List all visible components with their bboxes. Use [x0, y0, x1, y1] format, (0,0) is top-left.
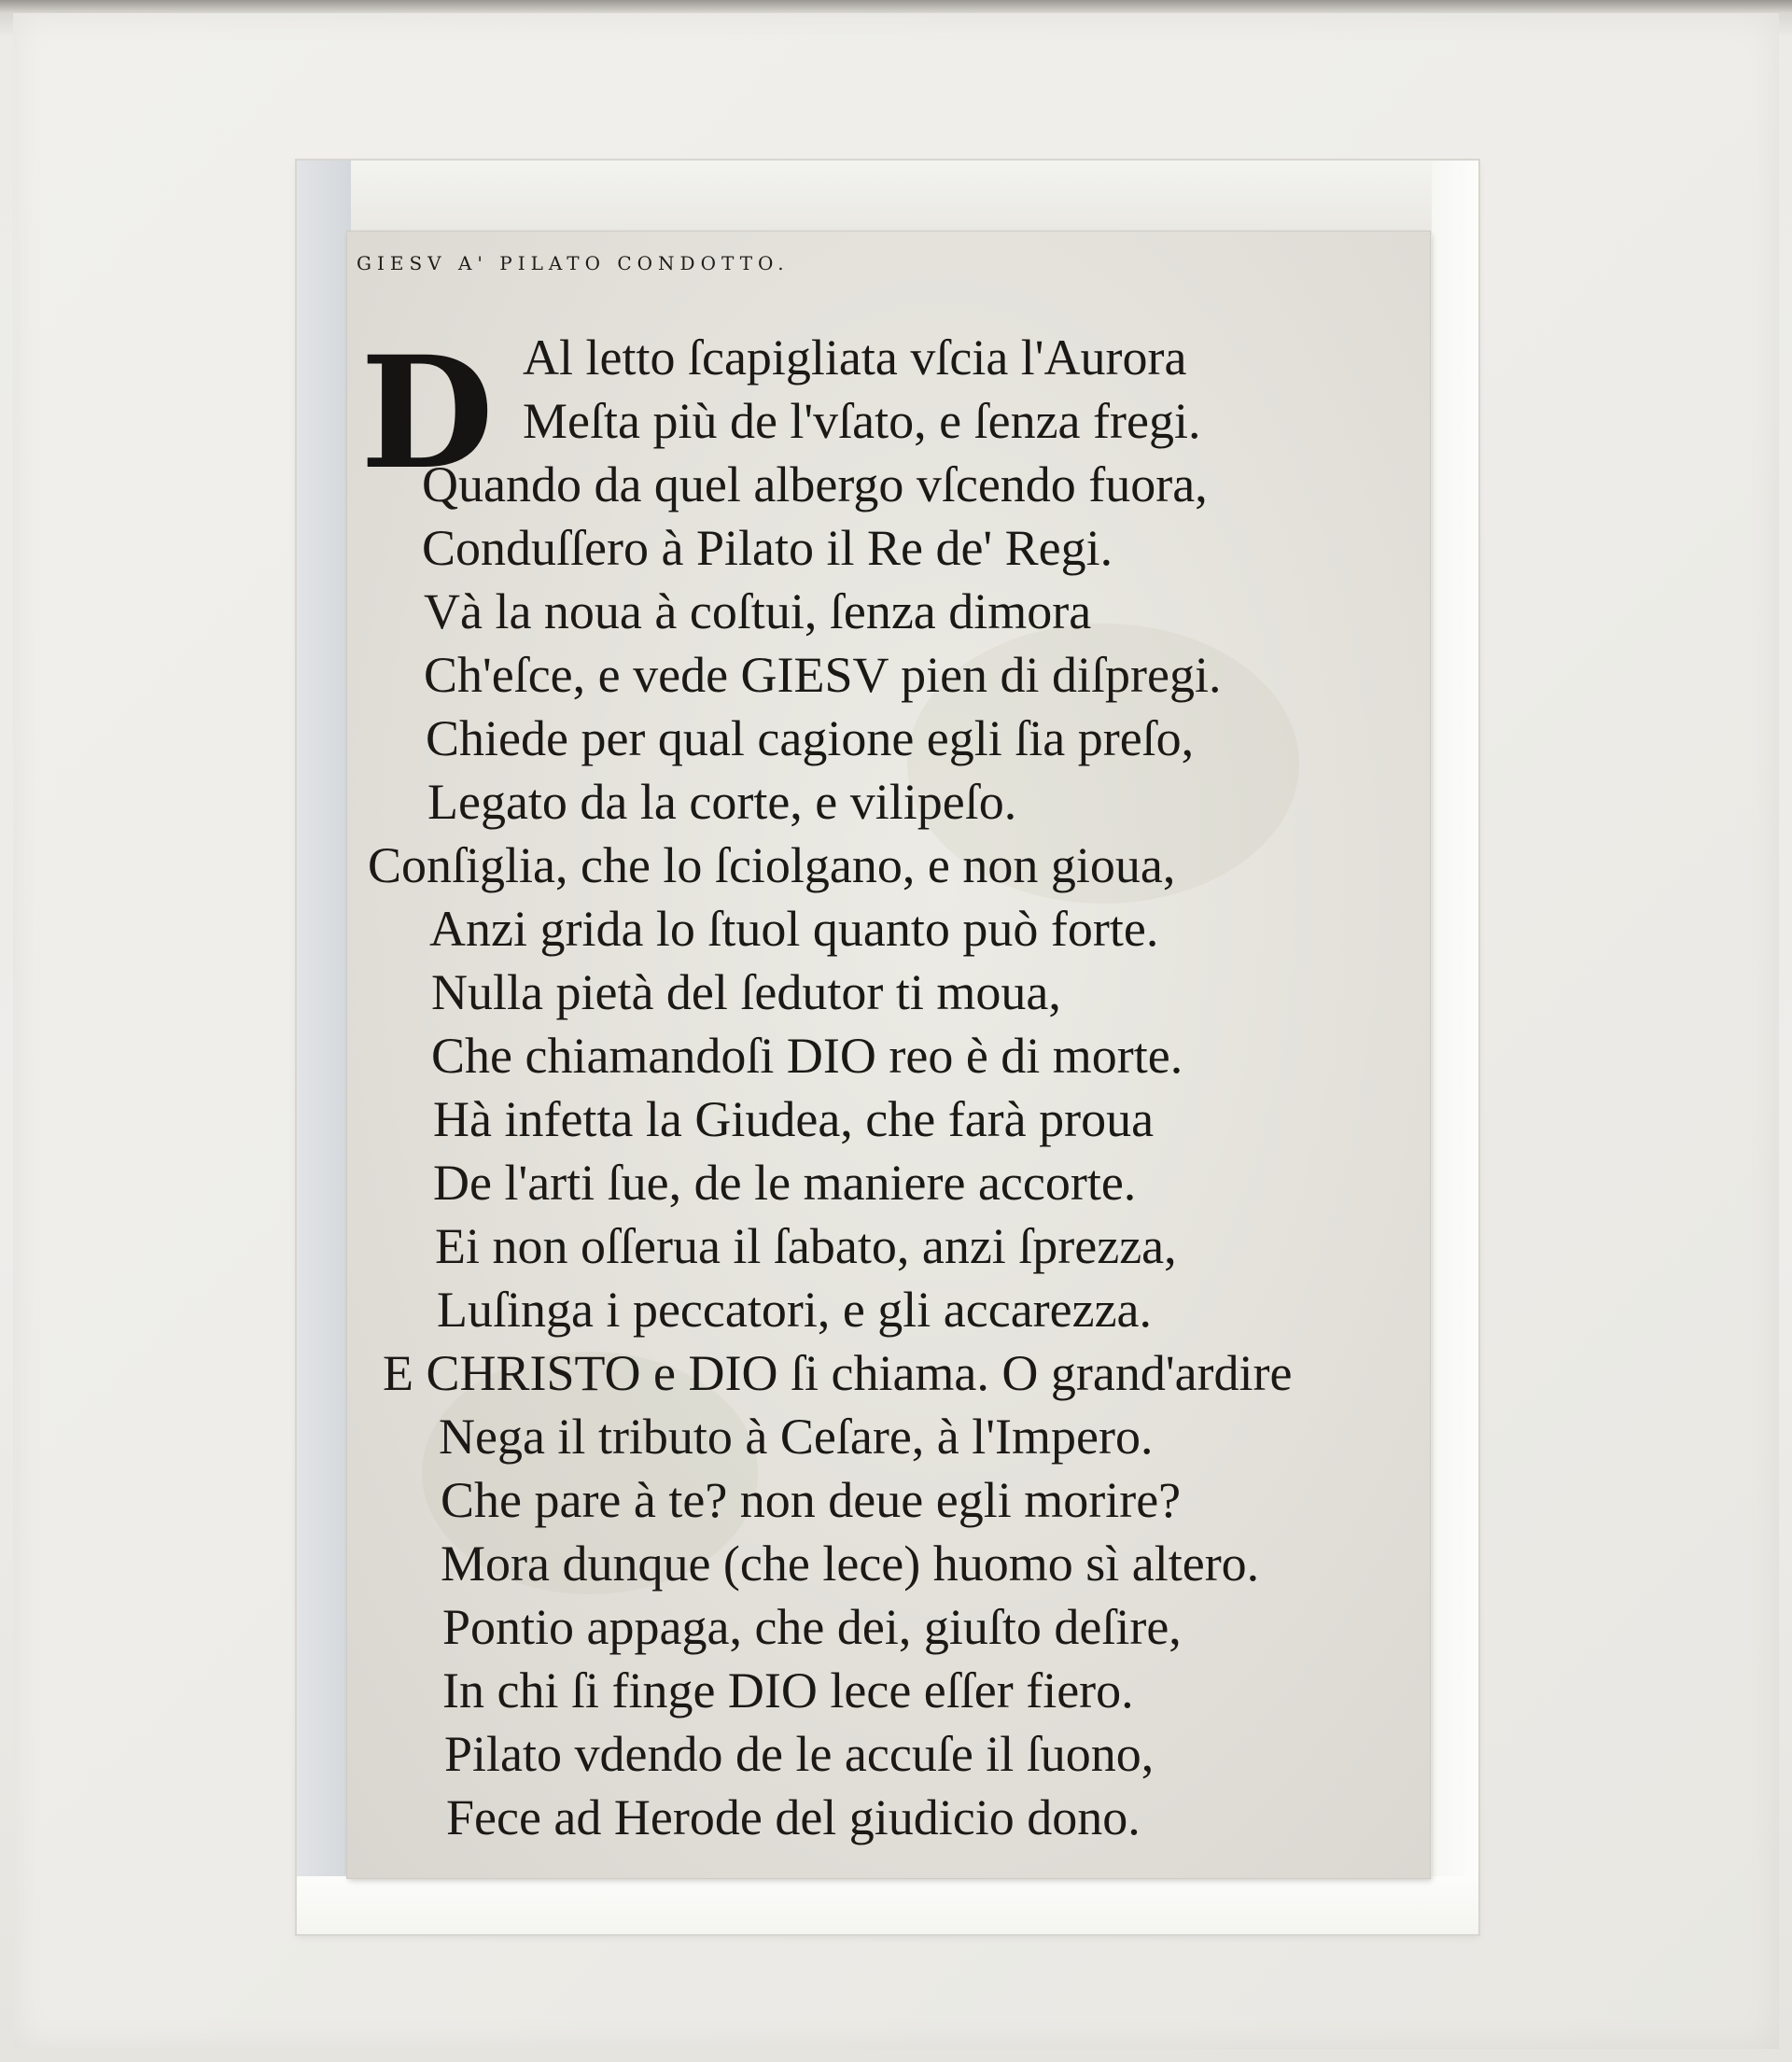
- verse-line: In chi ſi finge DIO lece eſſer fiero.: [442, 1662, 1134, 1718]
- verse-line: Và la noua à coſtui, ſenza dimora: [424, 583, 1092, 639]
- verse-line: Fece ad Herode del giudicio dono.: [446, 1789, 1141, 1845]
- verse-line: Conſiglia, che lo ſciolgano, e non gioua,: [368, 837, 1176, 893]
- verse-line: Che chiamandoſi DIO reo è di morte.: [431, 1028, 1183, 1084]
- verse-line: De l'arti ſue, de le maniere accorte.: [433, 1155, 1137, 1211]
- verse-line: Anzi grida lo ſtuol quanto può forte.: [429, 901, 1159, 957]
- printed-leaf: [347, 231, 1430, 1878]
- verse-line: Luſinga i peccatori, e gli accarezza.: [437, 1282, 1153, 1338]
- mat-bevel-top: [297, 161, 1478, 235]
- mat-bevel-bottom: [297, 1876, 1478, 1934]
- verse-line: E CHRISTO e DIO ſi chiama. O grand'ardire: [383, 1345, 1293, 1401]
- verse-line: Conduſſero à Pilato il Re de' Regi.: [422, 520, 1113, 576]
- verse-line: Chiede per qual cagione egli ſia preſo,: [426, 710, 1195, 766]
- verse-line: Legato da la corte, e vilipeſo.: [427, 774, 1017, 830]
- verse-line: Meſta più de l'vſato, e ſenza fregi.: [523, 393, 1201, 449]
- verse-line: Nulla pietà del ſedutor ti moua,: [431, 964, 1061, 1020]
- verse-line: Ei non oſſerua il ſabato, anzi ſprezza,: [435, 1218, 1177, 1274]
- verse-line: Nega il tributo à Ceſare, à l'Impero.: [439, 1409, 1154, 1465]
- verse-line: Al letto ſcapigliata vſcia l'Aurora: [523, 330, 1187, 386]
- verse-line: Pilato vdendo de le accuſe il ſuono,: [444, 1726, 1155, 1782]
- verse-line: Hà infetta la Giudea, che farà proua: [433, 1091, 1155, 1147]
- verse-line: Mora dunque (che lece) huomo sì altero.: [441, 1536, 1260, 1592]
- verse-line: Ch'eſce, e vede GIESV pien di diſpregi.: [424, 647, 1222, 703]
- page-title: GIESV A' PILATO CONDOTTO.: [357, 252, 790, 274]
- mat-bevel-left: [297, 161, 351, 1934]
- verse-line: Quando da quel albergo vſcendo fuora,: [422, 456, 1208, 512]
- mat-bevel-right: [1432, 161, 1478, 1934]
- verse-line: Che pare à te? non deue egli morire?: [441, 1472, 1182, 1528]
- verse-line: Pontio appaga, che dei, giuſto deſire,: [442, 1599, 1182, 1655]
- drop-cap: D: [360, 322, 495, 503]
